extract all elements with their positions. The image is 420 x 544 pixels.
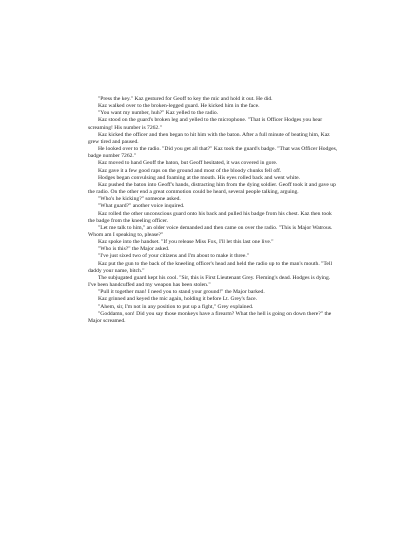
paragraph: Hodges began convulsing and foaming at the mouth. His eyes rolled back and went white. [98,174,300,181]
paragraph: He looked over to the radio. "Did you get all that?" Kaz took the guard's badge. "That was Officer Hodges, badge number 7262." [88,146,338,160]
paragraph: Kaz walked over to the broken-legged guard. He kicked him in the face. [98,103,260,110]
paragraph: The subjugated guard kept his cool. "Sir, this is First Lieutenant Grey. Fleming's dead. Hodges is dying. I've been handcuffed and my weapon has been stolen." [88,274,331,289]
paragraph: "Who is this?" the Major asked. [98,246,170,253]
paragraph: Kaz put the gun to the back of the kneeling officer's head and held the radio up to the man's mouth. "Tell daddy your name, bitch." [88,260,333,274]
paragraph: Kaz pushed the baton into Geoff's hands, distracting him from the dying soldier. Geoff took it and gave up the radio. On the other end a great commotion could be heard, several people talking, arguing. [88,181,336,196]
paragraph: "I've just sixed two of your citizens and I'm about to make it three." [98,253,250,260]
paragraph: Kaz moved to hand Geoff the baton, but Geoff hesitated, it was covered in gore. [98,160,278,167]
paragraph: "Let me talk to him," an older voice demanded and then came on over the radio. "This is Major Watrous. Whom am I speaking to, please?" [88,224,333,238]
paragraph: Kaz gave it a few good raps on the ground and most of the bloody chunks fell off. [98,167,282,174]
paragraph: "Ahem, sir, I'm not in any position to put up a fight," Grey explained. [98,303,254,310]
paragraph: "Who's he kicking?" someone asked. [98,196,181,203]
page-body [88,96,338,325]
paragraph: Kaz spoke into the handset. "If you release Miss Fox, I'll let this last one live." [98,239,274,246]
paragraph: "Goddamn, son! Did you say those monkeys have a firearm? What the hell is going on down there?" the Major screamed. [88,310,332,324]
paragraph: "Pull it together man! I need you to stand your ground!" the Major barked. [98,289,265,296]
paragraph: "Press the key." Kaz gestured for Geoff to key the mic and hold it out. He did. [98,96,273,102]
paragraph: "You want my number, huh?" Kaz yelled to the radio. [98,110,219,117]
paragraph: Kaz stood on the guard's broken leg and yelled to the microphone. "That is Officer Hodges you hear screaming! His number is 7262." [88,117,323,131]
paragraph: Kaz kicked the officer and then began to hit him with the baton. After a full minute of beating him, Kaz grew tired and paused. [88,131,330,145]
paragraph: Kaz grinned and keyed the mic again, holding it before Lt. Grey's face. [98,296,257,303]
paragraph: Kaz rolled the other unconscious guard onto his back and pulled his badge from his chest. Kaz then took the badge from the kneeling officer. [88,210,332,224]
paragraph: "What guard?" another voice inquired. [98,203,185,210]
